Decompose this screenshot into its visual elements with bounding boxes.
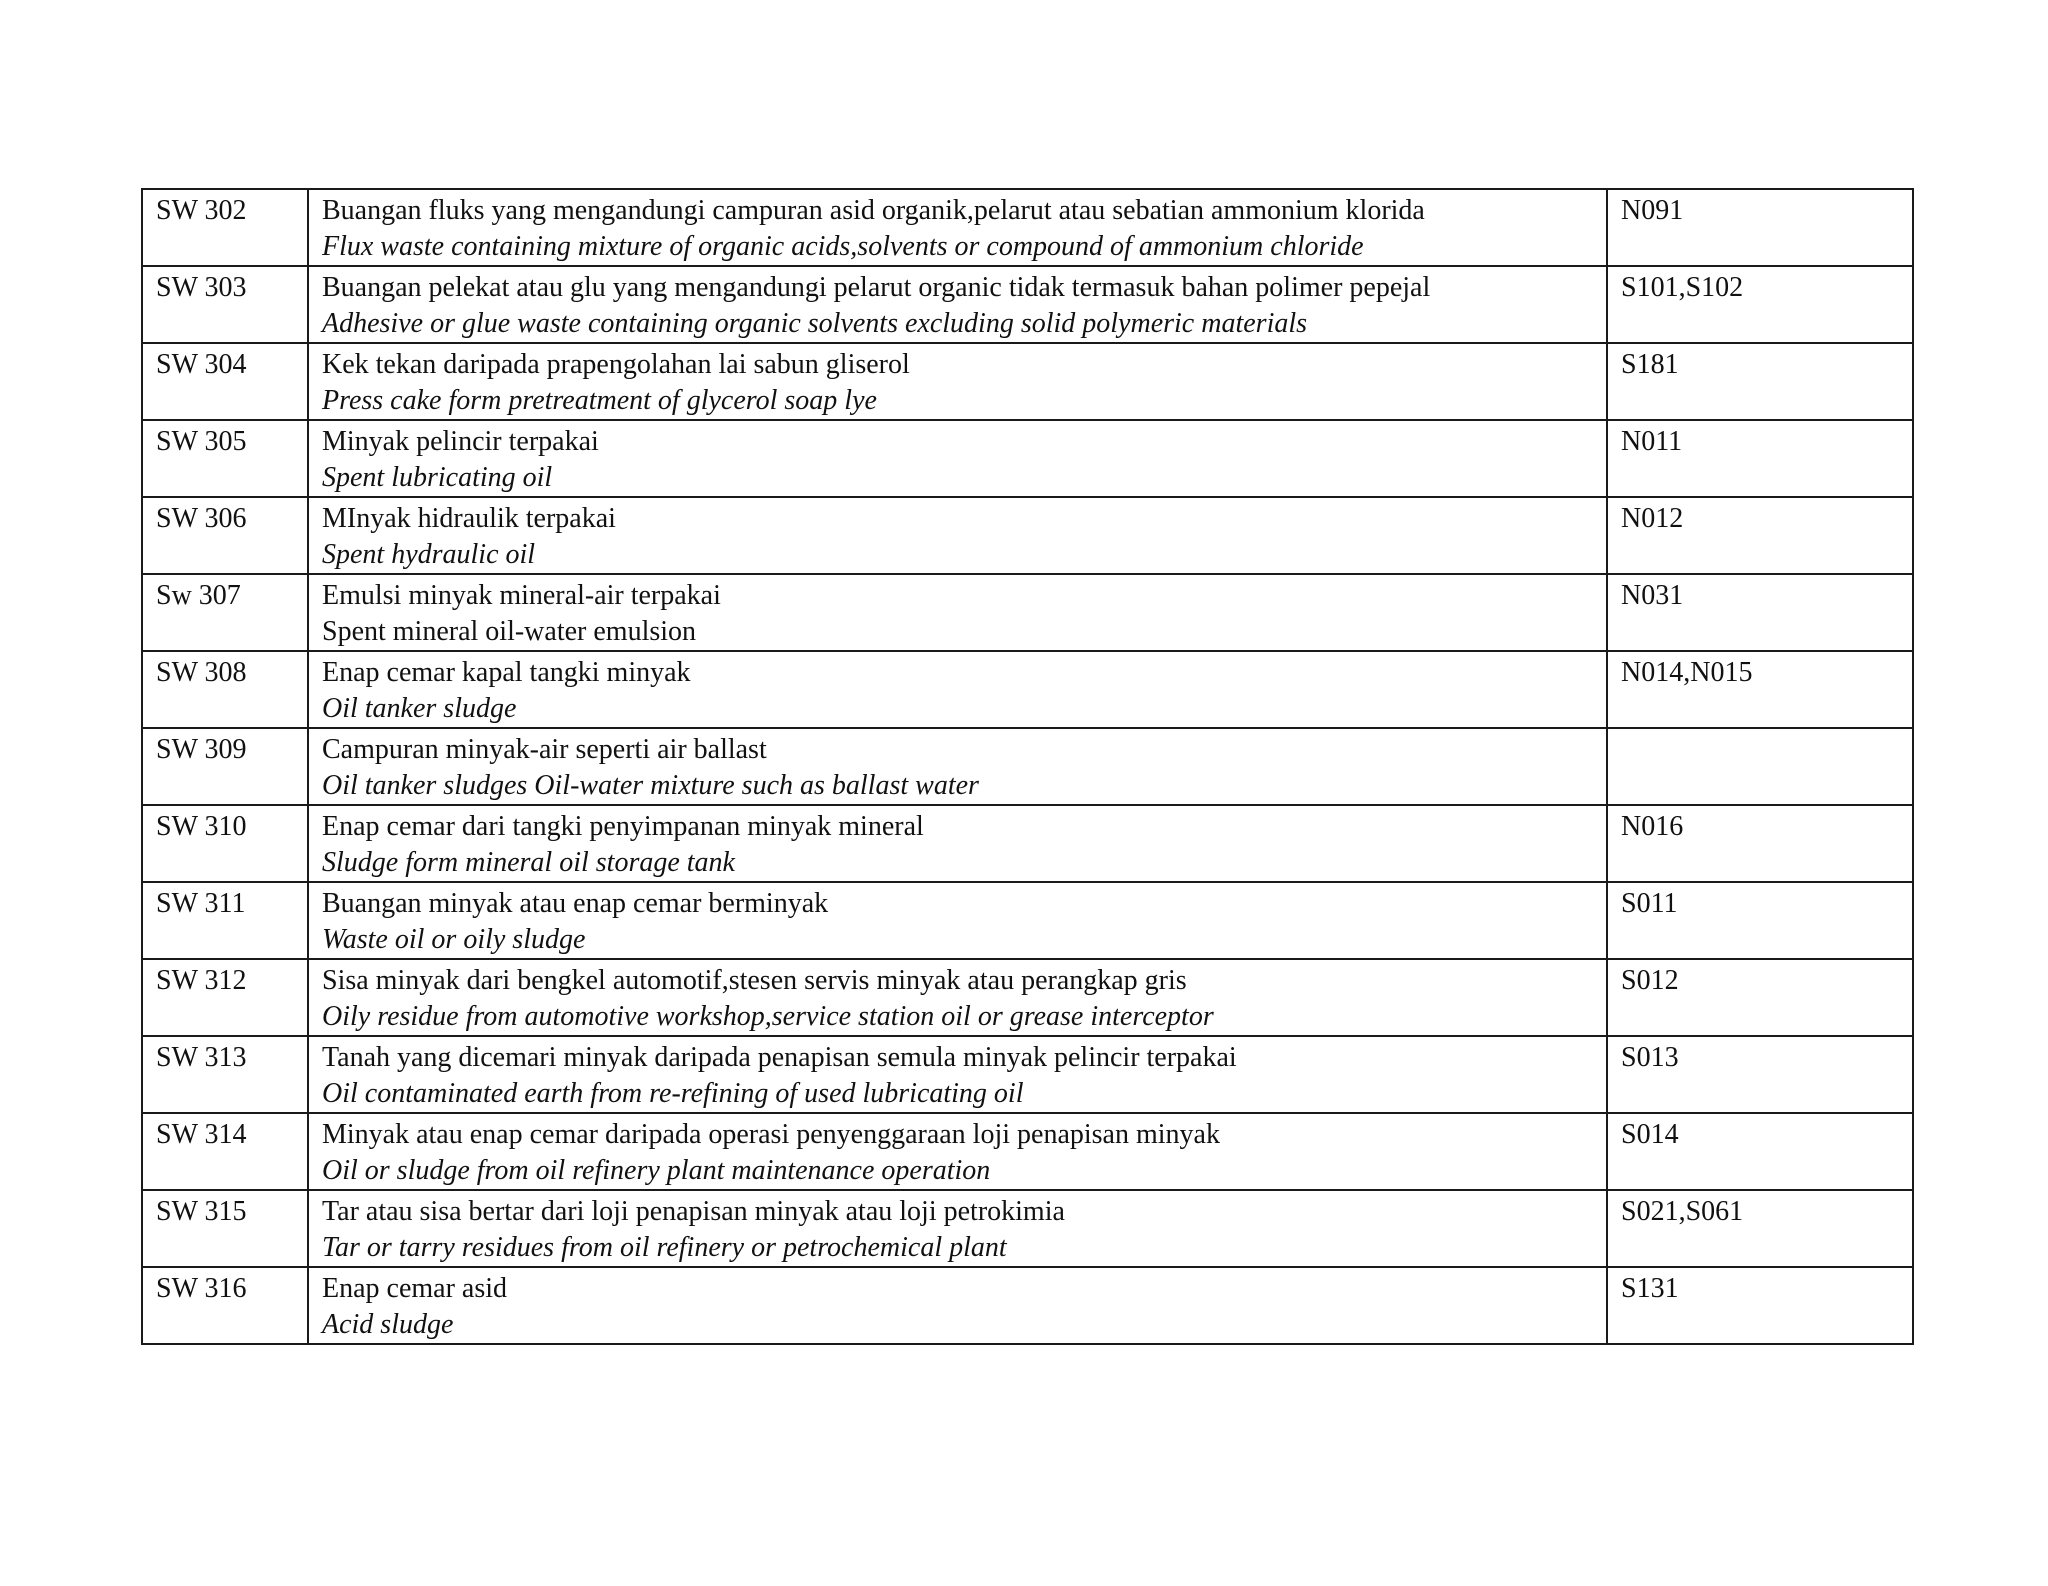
- waste-code-cell: SW 305: [142, 420, 308, 497]
- waste-description-cell: [308, 1036, 1607, 1113]
- table-row: [142, 805, 1913, 882]
- reference-code-cell: N016: [1607, 805, 1913, 882]
- reference-code-cell: S012: [1607, 959, 1913, 1036]
- waste-description-cell: [308, 343, 1607, 420]
- english-description: Spent lubricating oil: [322, 462, 553, 493]
- waste-code-cell: SW 304: [142, 343, 308, 420]
- english-description: Waste oil or oily sludge: [322, 924, 586, 955]
- table-row: [142, 1267, 1913, 1344]
- table-row: [142, 343, 1913, 420]
- table-row: [142, 882, 1913, 959]
- malay-description: Buangan fluks yang mengandungi campuran asid organik,pelarut atau sebatian ammonium klorida: [322, 195, 1425, 226]
- malay-description: Buangan minyak atau enap cemar berminyak: [322, 888, 829, 919]
- waste-description-cell: [308, 651, 1607, 728]
- reference-code-cell: S101,S102: [1607, 266, 1913, 343]
- malay-description: MInyak hidraulik terpakai: [322, 503, 616, 534]
- english-description: Oil tanker sludges Oil-water mixture such as ballast water: [322, 770, 979, 801]
- reference-code-cell: S181: [1607, 343, 1913, 420]
- table-body: [142, 189, 1913, 1344]
- malay-description: Minyak atau enap cemar daripada operasi penyenggaraan loji penapisan minyak: [322, 1119, 1220, 1150]
- waste-description-cell: [308, 805, 1607, 882]
- malay-description: Buangan pelekat atau glu yang mengandungi pelarut organic tidak termasuk bahan polimer pepejal: [322, 272, 1431, 303]
- malay-description: Emulsi minyak mineral-air terpakai: [322, 580, 721, 611]
- reference-code-cell: [1607, 728, 1913, 805]
- english-description: Sludge form mineral oil storage tank: [322, 847, 735, 878]
- english-description: Spent hydraulic oil: [322, 539, 536, 570]
- table-row: [142, 959, 1913, 1036]
- malay-description: Tar atau sisa bertar dari loji penapisan minyak atau loji petrokimia: [322, 1196, 1065, 1227]
- waste-description-cell: [308, 728, 1607, 805]
- malay-description: Minyak pelincir terpakai: [322, 426, 599, 457]
- english-description: Oil or sludge from oil refinery plant maintenance operation: [322, 1155, 991, 1186]
- table-row: [142, 1036, 1913, 1113]
- waste-code-cell: SW 303: [142, 266, 308, 343]
- waste-description-cell: [308, 189, 1607, 266]
- english-description: Oily residue from automotive workshop,service station oil or grease interceptor: [322, 1001, 1214, 1032]
- table-row: [142, 574, 1913, 651]
- table-row: [142, 651, 1913, 728]
- reference-code-cell: N012: [1607, 497, 1913, 574]
- english-description: Tar or tarry residues from oil refinery or petrochemical plant: [322, 1232, 1007, 1263]
- waste-code-cell: SW 312: [142, 959, 308, 1036]
- table-row: [142, 189, 1913, 266]
- waste-code-cell: SW 309: [142, 728, 308, 805]
- malay-description: Sisa minyak dari bengkel automotif,stesen servis minyak atau perangkap gris: [322, 965, 1187, 996]
- english-description: Oil contaminated earth from re-refining of used lubricating oil: [322, 1078, 1024, 1109]
- waste-code-cell: SW 308: [142, 651, 308, 728]
- reference-code-cell: S131: [1607, 1267, 1913, 1344]
- english-description: Flux waste containing mixture of organic acids,solvents or compound of ammonium chloride: [322, 231, 1364, 262]
- table-row: [142, 420, 1913, 497]
- malay-description: Enap cemar asid: [322, 1273, 508, 1304]
- waste-description-cell: [308, 882, 1607, 959]
- waste-description-cell: [308, 420, 1607, 497]
- waste-code-cell: SW 313: [142, 1036, 308, 1113]
- malay-description: Kek tekan daripada prapengolahan lai sabun gliserol: [322, 349, 910, 380]
- waste-code-cell: SW 314: [142, 1113, 308, 1190]
- scheduled-waste-table: [141, 188, 1914, 1345]
- waste-code-cell: SW 315: [142, 1190, 308, 1267]
- reference-code-cell: N031: [1607, 574, 1913, 651]
- english-description: Acid sludge: [322, 1309, 454, 1340]
- reference-code-cell: S014: [1607, 1113, 1913, 1190]
- english-description: Press cake form pretreatment of glycerol soap lye: [322, 385, 877, 416]
- malay-description: Campuran minyak-air seperti air ballast: [322, 734, 767, 765]
- english-description: Adhesive or glue waste containing organic solvents excluding solid polymeric materials: [322, 308, 1308, 339]
- table-row: [142, 497, 1913, 574]
- waste-code-cell: SW 310: [142, 805, 308, 882]
- table-row: [142, 266, 1913, 343]
- waste-code-cell: SW 311: [142, 882, 308, 959]
- table-row: [142, 1113, 1913, 1190]
- waste-description-cell: [308, 497, 1607, 574]
- reference-code-cell: S011: [1607, 882, 1913, 959]
- waste-description-cell: [308, 574, 1607, 651]
- malay-description: Enap cemar kapal tangki minyak: [322, 657, 691, 688]
- english-description: Oil tanker sludge: [322, 693, 517, 724]
- reference-code-cell: S013: [1607, 1036, 1913, 1113]
- waste-description-cell: [308, 1267, 1607, 1344]
- malay-description: Enap cemar dari tangki penyimpanan minyak mineral: [322, 811, 924, 842]
- malay-description: Tanah yang dicemari minyak daripada penapisan semula minyak pelincir terpakai: [322, 1042, 1237, 1073]
- waste-description-cell: [308, 266, 1607, 343]
- reference-code-cell: N091: [1607, 189, 1913, 266]
- waste-code-cell: SW 306: [142, 497, 308, 574]
- waste-description-cell: [308, 1190, 1607, 1267]
- waste-code-cell: Sw 307: [142, 574, 308, 651]
- table-row: [142, 728, 1913, 805]
- waste-description-cell: [308, 959, 1607, 1036]
- table-row: [142, 1190, 1913, 1267]
- english-description: Spent mineral oil-water emulsion: [322, 616, 697, 647]
- reference-code-cell: N011: [1607, 420, 1913, 497]
- reference-code-cell: N014,N015: [1607, 651, 1913, 728]
- waste-code-cell: SW 316: [142, 1267, 308, 1344]
- waste-description-cell: [308, 1113, 1607, 1190]
- reference-code-cell: S021,S061: [1607, 1190, 1913, 1267]
- waste-code-cell: SW 302: [142, 189, 308, 266]
